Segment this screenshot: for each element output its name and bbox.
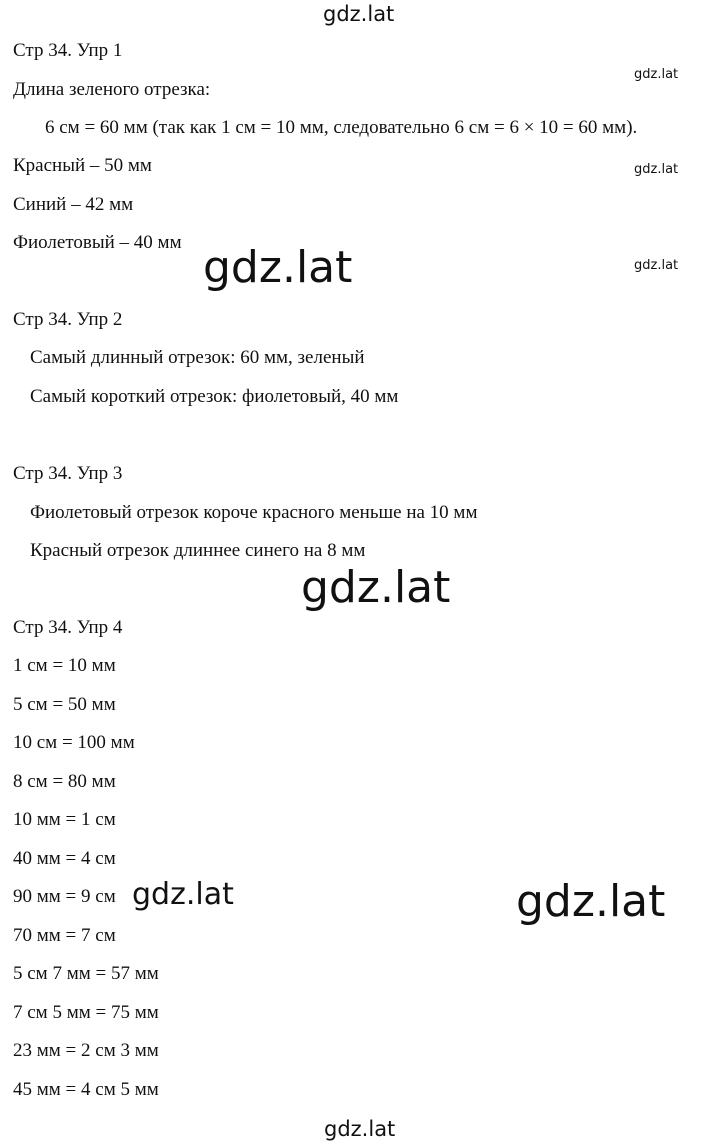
ex2-longest: Самый длинный отрезок: 60 мм, зеленый — [30, 347, 365, 368]
watermark-right-1: gdz.lat — [634, 67, 679, 82]
ex1-violet-length: Фиолетовый – 40 мм — [13, 232, 182, 253]
ex3-heading: Стр 34. Упр 3 — [13, 463, 123, 484]
ex4-item: 23 мм = 2 см 3 мм — [13, 1040, 159, 1061]
ex4-item: 5 см 7 мм = 57 мм — [13, 963, 159, 984]
ex1-red-length: Красный – 50 мм — [13, 155, 152, 176]
ex4-item: 5 см = 50 мм — [13, 694, 116, 715]
ex4-item: 40 мм = 4 см — [13, 848, 116, 869]
ex4-item: 7 см 5 мм = 75 мм — [13, 1002, 159, 1023]
ex4-item: 70 мм = 7 см — [13, 925, 116, 946]
ex4-heading: Стр 34. Упр 4 — [13, 617, 123, 638]
ex4-item: 90 мм = 9 см — [13, 886, 116, 907]
watermark-big-4: gdz.lat — [516, 876, 666, 927]
ex3-line-2: Красный отрезок длиннее синего на 8 мм — [30, 540, 366, 561]
ex3-line-1: Фиолетовый отрезок короче красного меньше на 10 мм — [30, 502, 478, 523]
ex2-heading: Стр 34. Упр 2 — [13, 309, 123, 330]
watermark-big-1: gdz.lat — [203, 242, 353, 293]
watermark-right-3: gdz.lat — [634, 258, 679, 273]
watermark-top: gdz.lat — [323, 2, 395, 26]
ex1-blue-length: Синий – 42 мм — [13, 194, 134, 215]
ex4-item: 45 мм = 4 см 5 мм — [13, 1079, 159, 1100]
ex2-shortest: Самый короткий отрезок: фиолетовый, 40 мм — [30, 386, 399, 407]
ex1-heading: Стр 34. Упр 1 — [13, 40, 123, 61]
watermark-right-2: gdz.lat — [634, 162, 679, 177]
watermark-big-3: gdz.lat — [132, 877, 234, 912]
ex4-item: 10 см = 100 мм — [13, 732, 135, 753]
watermark-bottom: gdz.lat — [324, 1117, 396, 1141]
watermark-big-2: gdz.lat — [301, 562, 451, 613]
ex1-intro: Длина зеленого отрезка: — [13, 79, 211, 100]
ex4-item: 1 см = 10 мм — [13, 655, 116, 676]
ex1-green-length: 6 см = 60 мм (так как 1 см = 10 мм, следовательно 6 см = 6 × 10 = 60 мм). — [45, 117, 638, 138]
ex4-item: 10 мм = 1 см — [13, 809, 116, 830]
ex4-item: 8 см = 80 мм — [13, 771, 116, 792]
